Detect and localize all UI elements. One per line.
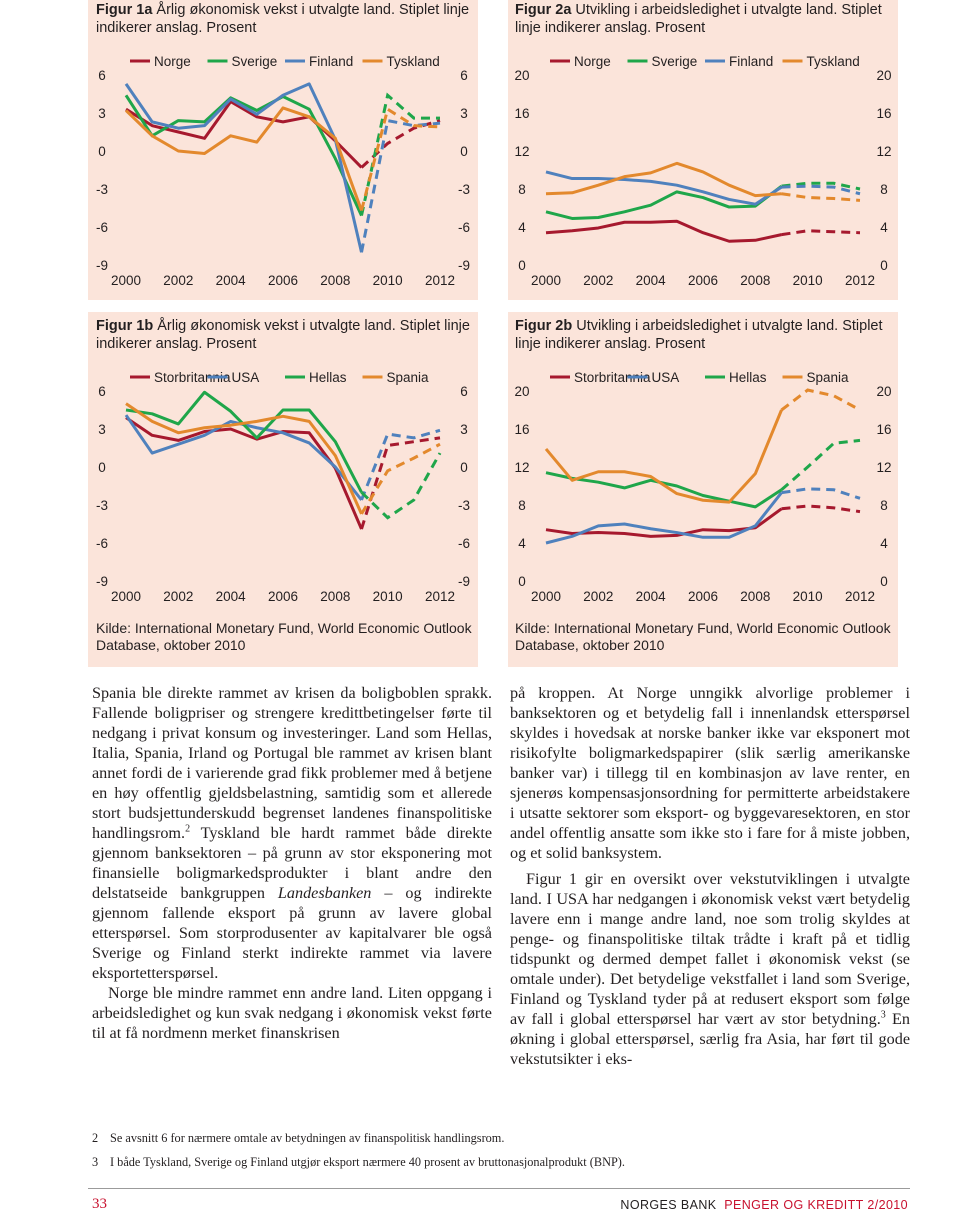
figure-2b-title: Utvikling i arbeidsledighet i utvalgte land. Stiplet linje indikerer anslag. Prosent [515,318,883,352]
x-tick-label: 2000 [110,589,142,604]
y-tick-label-right: 16 [876,422,892,437]
footnote-ref: 3 [880,1009,886,1021]
x-tick-label: 2002 [583,589,614,604]
y-tick-label-left: 20 [514,68,530,83]
figure-1b-label: Figur 1b [96,318,154,334]
footer-brand [620,1198,908,1212]
publication-name: PENGER OG KREDITT 2/2010 [724,1198,908,1212]
y-tick-label-right: 8 [880,182,888,197]
figure-1a-title: Årlig økonomisk vekst i utvalgte land. Stiplet linje indikerer anslag. Prosent [96,2,470,36]
x-tick-label: 2012 [424,589,456,604]
y-tick-label-left: 12 [514,144,530,159]
figure-1a-label: Figur 1a [96,2,153,18]
x-tick-label: 2010 [372,589,403,604]
x-tick-label: 2006 [687,273,719,288]
page-number: 33 [92,1196,107,1212]
body-italic: Landesbanken [277,884,372,902]
y-tick-label-left: 8 [518,498,526,513]
legend-label: Hellas [729,370,767,385]
y-tick-label-right: -6 [457,220,471,235]
y-tick-label-right: -9 [457,258,471,273]
y-tick-label-left: 3 [98,422,106,437]
y-tick-label-right: -6 [457,536,471,551]
y-tick-label-left: 0 [98,460,106,475]
x-tick-label: 2012 [424,273,456,288]
y-tick-label-left: -6 [95,220,109,235]
y-tick-label-right: 12 [876,144,892,159]
series-line-spania [546,410,782,502]
figure-2a-title: Utvikling i arbeidsledighet i utvalgte land. Stiplet linje indikerer anslag. Prosent [515,2,882,36]
legend-label: Spania [386,370,429,385]
figure-2b-source: Kilde: International Monetary Fund, World Economic Outlook Database, oktober 2010 [515,620,891,653]
y-tick-label-right: -9 [457,574,471,589]
x-tick-label: 2004 [635,589,666,604]
legend-label: Sverige [231,54,278,69]
footnote-2 [92,1131,872,1146]
legend-label: Storbritannia [574,370,651,385]
y-tick-label-right: -3 [457,498,471,513]
y-tick-label-right: 12 [876,460,892,475]
figure-1b-title: Årlig økonomisk vekst i utvalgte land. Stiplet linje indikerer anslag. Prosent [96,318,470,352]
body-text: Tyskland ble hardt rammet både direkte gjennom banksektoren – på grunn av stor eksponering mot finansielle boligmarkedsprodukter i blant andre den delstatseide bankgruppen [92,824,492,902]
legend-label: Finland [729,54,774,69]
y-tick-label-left: 6 [98,68,106,83]
y-tick-label-right: 8 [880,498,888,513]
x-tick-label: 2000 [530,589,562,604]
legend-label: Tyskland [806,54,860,69]
series-forecast-storbritannia [782,506,861,512]
brand-name: NORGES BANK [620,1198,717,1212]
body-paragraph: på kroppen. At Norge unngikk alvorlige problemer i banksektoren og et betydelig fall i innenlandsk etterspørsel skyldes i hovedsak at norske banker ikke var eksponert mot risikofylte boligmarkedspapirer (slik særlig amerikanske banker var) i tillegg til en kombinasjon av lave renter, en sjenerøs kompensasjonsordning for permitterte arbeidstakere i utsatte sektorer som eksport- og byggevaresektoren, en stor andel offentlig ansatte som ikke sto i fare for å miste jobben, og et solid banksystem. [510,684,910,862]
y-tick-label-left: -3 [95,182,109,197]
x-tick-label: 2008 [320,273,351,288]
y-tick-label-right: -3 [457,182,471,197]
body-paragraph [510,869,910,1069]
figure-1b-source: Kilde: International Monetary Fund, World Economic Outlook Database, oktober 2010 [96,620,472,653]
x-tick-label: 2010 [372,273,403,288]
x-tick-label: 2010 [792,589,823,604]
body-right-column [510,683,910,1069]
y-tick-label-left: 3 [98,106,106,121]
x-tick-label: 2002 [163,273,194,288]
x-tick-label: 2000 [530,273,562,288]
y-tick-label-left: -3 [95,498,109,513]
x-tick-label: 2004 [215,273,246,288]
body-text: – og indirekte gjennom fallende eksport på grunn av lavere global etterspørsel. Som storprodusenter av kapitalvarer ble også Sverige og Finland sterkt indirekte rammet via lavere eksportetterspørsel. [92,884,492,982]
legend-label: Norge [574,54,611,69]
y-tick-label-left: 20 [514,384,530,399]
x-tick-label: 2002 [583,273,614,288]
body-text: Spania ble direkte rammet av krisen da boligboblen sprakk. Fallende boligpriser og strengere kredittbetingelser førte til nedgang i privat konsum og investeringer. Land som Hellas, Italia, Spania, Irland og Portugal ble rammet av krisen blant annet fordi de i varierende grad fikk problemer med å betjene en høy offentlig gjeldsbelastning, samtidig som et allerede stort budsjettunderskudd begrenset landenes finanspolitiske handlingsrom. [92,684,492,842]
y-tick-label-left: -9 [95,574,109,589]
legend-label: Sverige [651,54,698,69]
x-tick-label: 2004 [215,589,246,604]
footnote-number: 2 [92,1131,99,1145]
y-tick-label-left: 16 [514,422,530,437]
y-tick-label-right: 4 [880,536,888,551]
y-tick-label-right: 6 [460,384,468,399]
x-tick-label: 2006 [267,273,299,288]
x-tick-label: 2008 [320,589,351,604]
y-tick-label-left: 8 [518,182,526,197]
legend-label: Storbritannia [154,370,231,385]
y-tick-label-left: 12 [514,460,530,475]
y-tick-label-right: 0 [460,144,468,159]
y-tick-label-right: 3 [460,106,468,121]
y-tick-label-left: 4 [518,536,526,551]
y-tick-label-right: 20 [876,384,892,399]
x-tick-label: 2004 [635,273,666,288]
y-tick-label-left: 0 [98,144,106,159]
y-tick-label-left: -6 [95,536,109,551]
legend-label: Spania [806,370,849,385]
y-tick-label-right: 16 [876,106,892,121]
legend-label: USA [231,370,260,385]
y-tick-label-right: 3 [460,422,468,437]
footnote-ref: 2 [185,823,191,835]
x-tick-label: 2002 [163,589,194,604]
footnote-3 [92,1155,872,1170]
x-tick-label: 2006 [687,589,719,604]
footnote-number: 3 [92,1155,99,1169]
legend-label: Norge [154,54,191,69]
y-tick-label-left: 0 [518,258,526,273]
legend-label: Tyskland [386,54,440,69]
x-tick-label: 2008 [740,589,771,604]
series-forecast-spania [782,390,861,410]
legend-label: USA [651,370,680,385]
x-tick-label: 2012 [844,589,876,604]
y-tick-label-right: 0 [880,258,888,273]
x-tick-label: 2008 [740,273,771,288]
x-tick-label: 2012 [844,273,876,288]
y-tick-label-left: -9 [95,258,109,273]
x-tick-label: 2010 [792,273,823,288]
body-paragraph: Norge ble mindre rammet enn andre land. Liten oppgang i arbeidsledighet og kun svak nedgang i økonomisk vekst førte til at få nordmenn merket finanskrisen [92,984,492,1042]
y-tick-label-left: 16 [514,106,530,121]
body-left-column [92,683,492,1043]
series-forecast-hellas [782,440,861,489]
y-tick-label-right: 4 [880,220,888,235]
y-tick-label-left: 6 [98,384,106,399]
legend-label: Hellas [309,370,347,385]
x-tick-label: 2006 [267,589,299,604]
footer-rule [88,1188,910,1189]
body-paragraph [92,683,492,983]
y-tick-label-left: 4 [518,220,526,235]
series-forecast-usa [782,489,861,499]
figure-2a-label: Figur 2a [515,2,572,18]
body-text: En økning i global etterspørsel, særlig fra Asia, har ført til gode vekstutsikter i eks- [510,1010,911,1068]
y-tick-label-right: 20 [876,68,892,83]
y-tick-label-right: 0 [460,460,468,475]
body-text: Figur 1 gir en oversikt over vekstutviklingen i utvalgte land. I USA har nedgangen i økonomisk vekst vært betydelig lavere enn i mange andre land, noe som trolig skyldes at penge- og finanspolitiske tiltak trådte i kraft på et tidlig tidspunkt og dermed dempet fallet i økonomisk vekst (se omtale under). Det betydelige vekstfallet i land som Sverige, Finland og Tyskland tyder på at redusert eksport som følge av fall i global etterspørsel har vært av stor betydning. [510,870,910,1028]
y-tick-label-right: 6 [460,68,468,83]
y-tick-label-right: 0 [880,574,888,589]
x-tick-label: 2000 [110,273,142,288]
figure-2b-label: Figur 2b [515,318,573,334]
footnote-text: I både Tyskland, Sverige og Finland utgjør eksport nærmere 40 prosent av bruttonasjonalprodukt (BNP). [110,1155,625,1169]
legend-label: Finland [309,54,354,69]
footnote-text: Se avsnitt 6 for nærmere omtale av betydningen av finanspolitisk handlingsrom. [110,1131,505,1145]
y-tick-label-left: 0 [518,574,526,589]
